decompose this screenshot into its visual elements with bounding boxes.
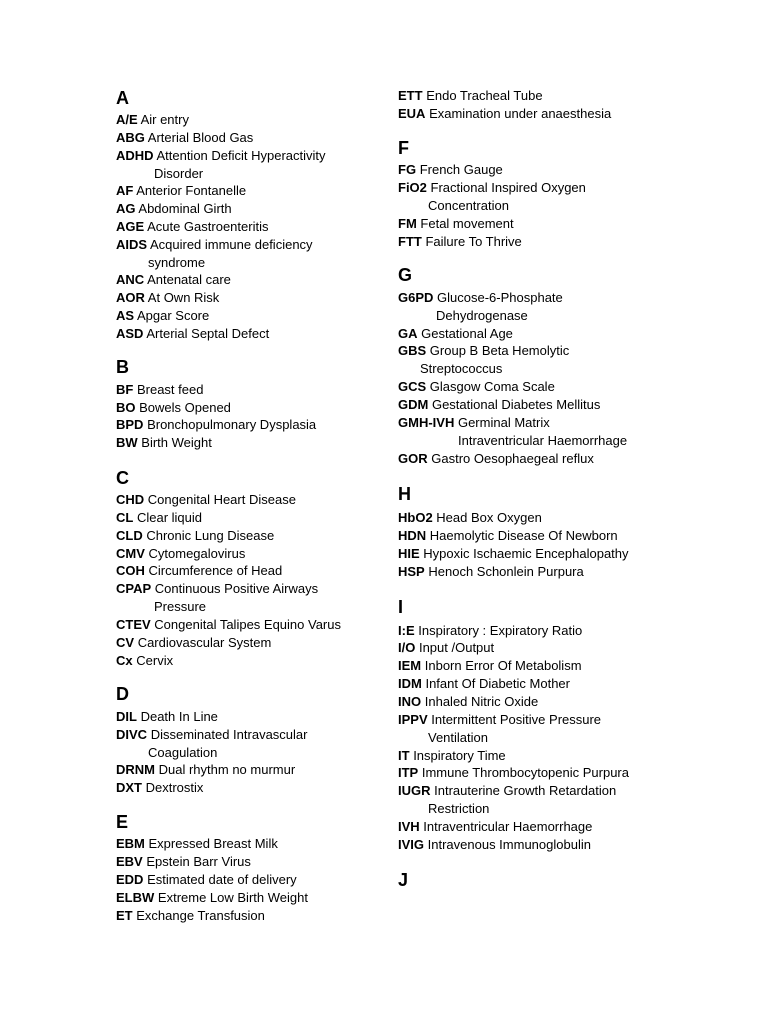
- definition-continuation: syndrome: [148, 255, 206, 270]
- definition: Bowels Opened: [139, 400, 231, 415]
- abbreviation: I/O: [398, 640, 416, 655]
- abbreviation: AOR: [116, 290, 145, 305]
- abbreviation: DXT: [116, 780, 142, 795]
- glossary-entry: [116, 491, 296, 508]
- definition: Fractional Inspired Oxygen: [430, 180, 586, 195]
- abbreviation: GCS: [398, 379, 427, 394]
- glossary-entry: [116, 129, 253, 146]
- abbreviation: DRNM: [116, 762, 155, 777]
- glossary-entry: [398, 622, 582, 639]
- abbreviation: AG: [116, 201, 136, 216]
- definition: Death In Line: [140, 709, 218, 724]
- definition: Failure To Thrive: [425, 234, 522, 249]
- abbreviation: GOR: [398, 451, 428, 466]
- glossary-entry: [116, 907, 265, 924]
- definition: Anterior Fontanelle: [136, 183, 247, 198]
- definition: Intraventricular Haemorrhage: [423, 819, 593, 834]
- definition: Air entry: [140, 112, 189, 127]
- definition: Inspiratory : Expiratory Ratio: [418, 623, 583, 638]
- definition: Cervix: [136, 653, 174, 668]
- abbreviation: EUA: [398, 106, 426, 121]
- glossary-entry: [398, 675, 570, 692]
- abbreviation: IUGR: [398, 783, 431, 798]
- abbreviation: EBV: [116, 854, 143, 869]
- abbreviation: FG: [398, 162, 417, 177]
- abbreviation: CTEV: [116, 617, 151, 632]
- definition: Abdominal Girth: [138, 201, 232, 216]
- glossary-entry: [398, 782, 616, 799]
- definition: French Gauge: [419, 162, 503, 177]
- glossary-entry: [398, 509, 542, 526]
- abbreviation: FiO2: [398, 180, 427, 195]
- glossary-entry: [116, 218, 268, 235]
- definition: Clear liquid: [136, 510, 203, 525]
- glossary-entry: [116, 708, 218, 725]
- definition: Gestational Diabetes Mellitus: [431, 397, 601, 412]
- definition: Intravenous Immunoglobulin: [427, 837, 591, 852]
- glossary-entry: [116, 616, 341, 633]
- abbreviation: HIE: [398, 546, 420, 561]
- abbreviation: AIDS: [116, 237, 148, 252]
- definition: Acquired immune deficiency: [149, 237, 313, 252]
- definition: Estimated date of delivery: [147, 872, 297, 887]
- abbreviation: DIL: [116, 709, 137, 724]
- glossary-entry: [116, 889, 308, 906]
- abbreviation: ELBW: [116, 890, 155, 905]
- glossary-entry: [116, 652, 173, 669]
- abbreviation: IPPV: [398, 712, 428, 727]
- glossary-entry: [116, 399, 231, 416]
- definition: At Own Risk: [147, 290, 220, 305]
- definition: Arterial Septal Defect: [146, 326, 270, 341]
- glossary-entry: [116, 182, 246, 199]
- glossary-entry: [398, 764, 629, 781]
- section-letter-h: H: [398, 484, 411, 504]
- glossary-entry: [398, 747, 506, 764]
- abbreviation: COH: [116, 563, 145, 578]
- section-letter-g: G: [398, 265, 413, 285]
- definition: Inborn Error Of Metabolism: [424, 658, 582, 673]
- abbreviation: CHD: [116, 492, 145, 507]
- abbreviation: BO: [116, 400, 136, 415]
- glossary-entry: [116, 726, 307, 743]
- definition: Infant Of Diabetic Mother: [425, 676, 570, 691]
- definition: Attention Deficit Hyperactivity: [156, 148, 326, 163]
- definition: Group B Beta Hemolytic: [429, 343, 570, 358]
- section-letter-f: F: [398, 138, 409, 158]
- definition: Haemolytic Disease Of Newborn: [429, 528, 618, 543]
- definition: Endo Tracheal Tube: [426, 88, 543, 103]
- glossary-entry: [398, 233, 522, 250]
- abbreviation: Cx: [116, 653, 133, 668]
- definition: Germinal Matrix: [457, 415, 550, 430]
- definition-continuation: Dehydrogenase: [436, 308, 528, 323]
- definition: Fetal movement: [420, 216, 514, 231]
- definition: Birth Weight: [141, 435, 212, 450]
- abbreviation: ITP: [398, 765, 419, 780]
- definition: Antenatal care: [147, 272, 231, 287]
- definition: Cytomegalovirus: [148, 546, 246, 561]
- glossary-entry: [398, 450, 594, 467]
- definition: Intrauterine Growth Retardation: [434, 783, 617, 798]
- glossary-entry: [116, 580, 318, 597]
- definition: Congenital Heart Disease: [147, 492, 296, 507]
- glossary-entry: [116, 289, 219, 306]
- definition: Glasgow Coma Scale: [429, 379, 555, 394]
- glossary-entry: [116, 634, 271, 651]
- abbreviation: AGE: [116, 219, 145, 234]
- glossary-entry: [116, 236, 313, 253]
- abbreviation: ASD: [116, 326, 144, 341]
- abbreviation: HDN: [398, 528, 427, 543]
- glossary-entry: [398, 289, 563, 306]
- abbreviation: EBM: [116, 836, 145, 851]
- definition: Continuous Positive Airways: [154, 581, 319, 596]
- definition-continuation: Streptococcus: [420, 361, 503, 376]
- definition: Glucose-6-Phosphate: [437, 290, 563, 305]
- glossary-entry: [398, 396, 600, 413]
- definition: Dextrostix: [145, 780, 204, 795]
- glossary-entry: [398, 563, 584, 580]
- definition: Disseminated Intravascular: [150, 727, 308, 742]
- definition: Breast feed: [136, 382, 204, 397]
- glossary-entry: [116, 325, 269, 342]
- glossary-entry: [398, 545, 629, 562]
- glossary-entry: [398, 711, 601, 728]
- definition-continuation: Intraventricular Haemorrhage: [458, 433, 628, 448]
- definition: Circumference of Head: [148, 563, 283, 578]
- abbreviation: GA: [398, 326, 418, 341]
- abbreviation: G6PD: [398, 290, 434, 305]
- section-letter-e: E: [116, 812, 129, 832]
- definition: Acute Gastroenteritis: [147, 219, 269, 234]
- definition: Chronic Lung Disease: [146, 528, 275, 543]
- definition: Immune Thrombocytopenic Purpura: [421, 765, 629, 780]
- abbreviation: IT: [398, 748, 410, 763]
- glossary-entry: [398, 161, 503, 178]
- abbreviation: CLD: [116, 528, 143, 543]
- definition: Hypoxic Ischaemic Encephalopathy: [423, 546, 629, 561]
- abbreviation: IEM: [398, 658, 422, 673]
- glossary-entry: [398, 342, 569, 359]
- abbreviation: DIVC: [116, 727, 148, 742]
- abbreviation: CV: [116, 635, 135, 650]
- abbreviation: IDM: [398, 676, 422, 691]
- glossary-entry: [398, 105, 611, 122]
- glossary-entry: [398, 527, 618, 544]
- definition: Gestational Age: [421, 326, 513, 341]
- definition: Inspiratory Time: [413, 748, 506, 763]
- abbreviation: HSP: [398, 564, 425, 579]
- abbreviation: A/E: [116, 112, 138, 127]
- glossary-entry: [116, 307, 209, 324]
- abbreviation: CMV: [116, 546, 145, 561]
- definition: Examination under anaesthesia: [429, 106, 612, 121]
- glossary-entry: [116, 200, 232, 217]
- definition: Inhaled Nitric Oxide: [424, 694, 539, 709]
- definition-continuation: Ventilation: [428, 730, 488, 745]
- section-letter-c: C: [116, 468, 129, 488]
- glossary-entry: [116, 381, 203, 398]
- glossary-entry: [116, 527, 274, 544]
- glossary-entry: [398, 818, 592, 835]
- definition-continuation: Coagulation: [148, 745, 218, 760]
- section-letter-i: I: [398, 597, 404, 617]
- section-letter-d: D: [116, 684, 129, 704]
- glossary-entry: [116, 853, 251, 870]
- definition: Expressed Breast Milk: [148, 836, 278, 851]
- abbreviation: CPAP: [116, 581, 152, 596]
- glossary-entry: [116, 434, 212, 451]
- definition: Epstein Barr Virus: [146, 854, 251, 869]
- definition: Gastro Oesophaegeal reflux: [431, 451, 594, 466]
- abbreviation: ADHD: [116, 148, 154, 163]
- definition: Cardiovascular System: [137, 635, 272, 650]
- abbreviation: GMH-IVH: [398, 415, 455, 430]
- definition-continuation: Concentration: [428, 198, 509, 213]
- section-letter-a: A: [116, 88, 129, 108]
- abbreviation: GBS: [398, 343, 427, 358]
- glossary-entry: [398, 836, 591, 853]
- definition: Bronchopulmonary Dysplasia: [147, 417, 317, 432]
- glossary-entry: [398, 657, 582, 674]
- definition-continuation: Pressure: [154, 599, 207, 614]
- glossary-entry: [398, 693, 538, 710]
- glossary-entry: [116, 545, 245, 562]
- section-letter-b: B: [116, 357, 129, 377]
- glossary-entry: [116, 271, 231, 288]
- definition: Intermittent Positive Pressure: [431, 712, 602, 727]
- glossary-entry: [116, 779, 203, 796]
- abbreviation: BW: [116, 435, 138, 450]
- definition: Arterial Blood Gas: [147, 130, 254, 145]
- glossary-entry: [398, 325, 513, 342]
- definition: Exchange Transfusion: [136, 908, 265, 923]
- abbreviation: ETT: [398, 88, 423, 103]
- definition: Congenital Talipes Equino Varus: [154, 617, 341, 632]
- definition: Input /Output: [418, 640, 495, 655]
- abbreviation: I:E: [398, 623, 415, 638]
- glossary-entry: [398, 414, 550, 431]
- abbreviation: BPD: [116, 417, 144, 432]
- abbreviation: IVIG: [398, 837, 425, 852]
- section-letter-j: J: [398, 870, 409, 890]
- definition: Henoch Schonlein Purpura: [428, 564, 584, 579]
- glossary-entry: [116, 147, 326, 164]
- abbreviation: GDM: [398, 397, 429, 412]
- definition: Head Box Oxygen: [436, 510, 542, 525]
- glossary-entry: [398, 215, 514, 232]
- glossary-entry: [116, 416, 316, 433]
- glossary-entry: [116, 871, 297, 888]
- definition: Apgar Score: [136, 308, 210, 323]
- glossary-entry: [398, 179, 586, 196]
- glossary-entry: [398, 378, 555, 395]
- definition-continuation: Restriction: [428, 801, 490, 816]
- abbreviation: CL: [116, 510, 134, 525]
- glossary-entry: [116, 562, 282, 579]
- abbreviation: ANC: [116, 272, 145, 287]
- abbreviation: IVH: [398, 819, 420, 834]
- definition: Extreme Low Birth Weight: [157, 890, 308, 905]
- glossary-entry: [116, 835, 278, 852]
- glossary-entry: [398, 87, 543, 104]
- abbreviation: AF: [116, 183, 134, 198]
- abbreviation: BF: [116, 382, 134, 397]
- definition: Dual rhythm no murmur: [158, 762, 296, 777]
- abbreviation: ABG: [116, 130, 145, 145]
- abbreviation: HbO2: [398, 510, 433, 525]
- abbreviation: FM: [398, 216, 417, 231]
- abbreviation: AS: [116, 308, 135, 323]
- definition-continuation: Disorder: [154, 166, 204, 181]
- abbreviation: FTT: [398, 234, 422, 249]
- abbreviation: ET: [116, 908, 133, 923]
- glossary-entry: [116, 509, 202, 526]
- abbreviation: INO: [398, 694, 422, 709]
- glossary-entry: [398, 639, 494, 656]
- glossary-entry: [116, 111, 189, 128]
- abbreviation: EDD: [116, 872, 144, 887]
- glossary-entry: [116, 761, 295, 778]
